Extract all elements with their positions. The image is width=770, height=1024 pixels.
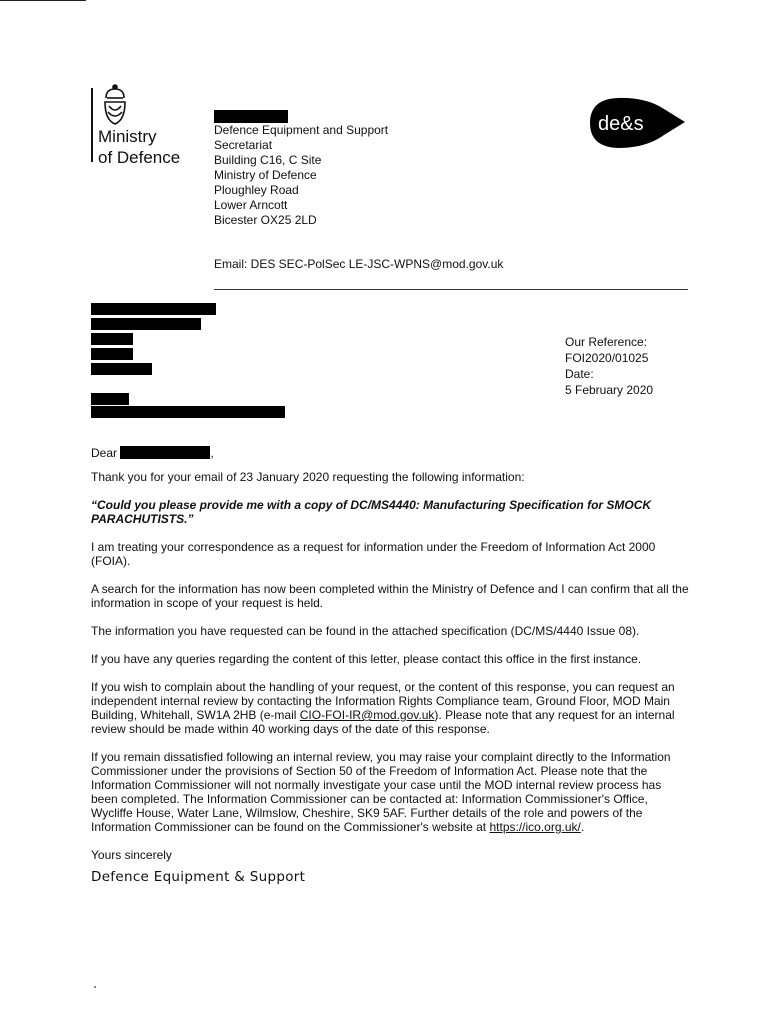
sender-address [214, 123, 388, 228]
recipient-redaction [91, 318, 201, 330]
des-logo-text: de&s [598, 113, 644, 135]
paragraph: A search for the information has now been completed within the Ministry of Defence and I can confirm that all the information in scope of your request is held. [91, 582, 689, 610]
address-line: Ministry of Defence [214, 168, 317, 182]
ico-website-link[interactable]: https://ico.org.uk/ [489, 820, 581, 834]
signature: Defence Equipment & Support [91, 869, 306, 885]
redaction-block [214, 110, 288, 123]
recipient-redaction [91, 406, 285, 418]
paragraph: The information you have requested can be found in the attached specification (DC/MS/4440 Issue 08). [91, 624, 640, 638]
paragraph: Thank you for your email of 23 January 2020 requesting the following information: [91, 470, 525, 484]
address-line: Defence Equipment and Support [214, 123, 389, 137]
request-quote: “Could you please provide me with a copy of DC/MS4440: Manufacturing Specification for SMOCK PARACHUTISTS.” [91, 498, 652, 526]
des-logo [584, 95, 686, 151]
name-redaction [120, 446, 210, 459]
recipient-redaction [91, 363, 152, 375]
reference-value: FOI2020/01025 [565, 351, 649, 365]
ministry-of-defence-wordmark: Ministry of Defence [98, 127, 181, 167]
paragraph: If you have any queries regarding the content of this letter, please contact this office in the first instance. [91, 652, 642, 666]
date-label: Date: [565, 367, 594, 381]
mod-logo-bar [91, 88, 93, 162]
recipient-redaction [91, 348, 133, 360]
recipient-redaction [91, 303, 216, 315]
header-divider [214, 289, 688, 290]
scan-speck [94, 986, 96, 988]
reference-label: Our Reference: [565, 335, 648, 349]
address-line: Lower Arncott [214, 198, 288, 212]
date-value: 5 February 2020 [565, 383, 654, 397]
letter-body [91, 446, 691, 884]
paragraph: I am treating your correspondence as a request for information under the Freedom of Information Act 2000 (FOIA). [91, 540, 656, 568]
address-line: Ploughley Road [214, 183, 299, 197]
address-line: Secretariat [214, 138, 273, 152]
address-line: Building C16, C Site [214, 153, 322, 167]
paragraph: If you remain dissatisfied following an internal review, you may raise your complaint directly to the Information Commissioner under the provisions of Section 50 of the Freedom of Information Act. Please note that the Information Commissioner will not normally investigate your case until the MOD internal review process has been completed. The Information Commissioner can be contacted at: Information Commissioner's Office, Wycliffe House, Water Lane, Wilmslow, Cheshire, SK9 5AF. Further details of the role and powers of the Information Commissioner can be found on the Commissioner's website at https://ico.org.uk/. [91, 750, 671, 834]
reference-block [565, 334, 653, 398]
recipient-redaction [91, 333, 133, 345]
closing: Yours sincerely [91, 848, 172, 862]
address-line: Bicester OX25 2LD [214, 213, 317, 227]
royal-crest-icon [97, 84, 133, 126]
paragraph: If you wish to complain about the handling of your request, or the content of this response, you can request an independent internal review by contacting the Information Rights Compliance team, Ground Floor, MOD Main Building, Whitehall, SW1A 2HB (e-mail CIO-FOI-IR@mod.gov.uk). Please note that any request for an internal review should be made within 40 working days of the date of this response. [91, 680, 675, 736]
recipient-redaction [91, 393, 129, 405]
review-email-link[interactable]: CIO-FOI-IR@mod.gov.uk [299, 708, 435, 722]
contact-email: Email: DES SEC-PolSec LE-JSC-WPNS@mod.gov.uk [214, 257, 504, 271]
salutation: Dear , [91, 446, 214, 460]
scan-edge-line [0, 0, 86, 1]
